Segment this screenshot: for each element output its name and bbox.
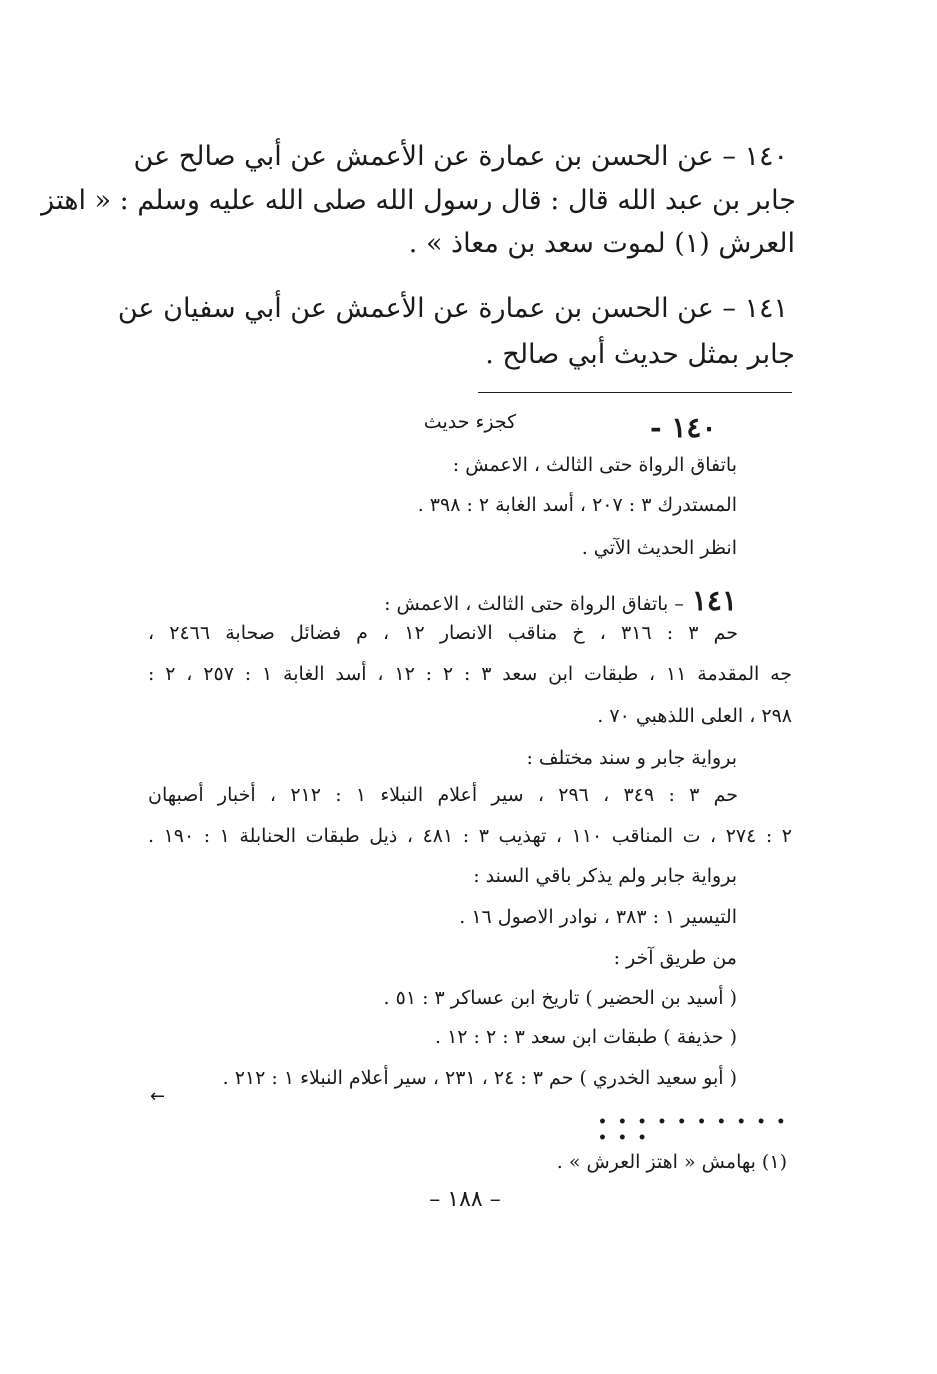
page-number: – ١٨٨ – bbox=[429, 1187, 501, 1212]
note-141-line-7: برواية جابر ولم يذكر باقي السند : bbox=[473, 865, 737, 887]
notes-separator bbox=[478, 392, 792, 393]
note-141-line-12: ( أبو سعيد الخدري ) حم ٣ : ٢٤ ، ٢٣١ ، سير أعلام النبلاء ١ : ٢١٢ . bbox=[222, 1067, 737, 1089]
note-140-line-1: باتفاق الرواة حتى الثالث ، الاعمش : bbox=[452, 454, 737, 476]
note-141-first-line: ١٤١– باتفاق الرواة حتى الثالث ، الاعمش : bbox=[384, 584, 737, 617]
note-141-number: ١٤١ bbox=[691, 584, 737, 617]
note-141-line-6: ٢ : ٢٧٤ ، ت المناقب ١١٠ ، تهذيب ٣ : ٤٨١ ، ذيل طبقات الحنابلة ١ : ١٩٠ . bbox=[148, 825, 793, 847]
note-141-line-1: حم ٣ : ٣١٦ ، خ مناقب الانصار ١٢ ، م فضائل صحابة ٢٤٦٦ ، bbox=[148, 622, 739, 644]
hadith-140-line-1: ١٤٠ – عن الحسن بن عمارة عن الأعمش عن أبي صالح عن bbox=[133, 141, 788, 172]
note-140-number: - ١٤٠ bbox=[650, 411, 717, 444]
continuation-arrow-icon: ← bbox=[150, 1086, 166, 1107]
note-140-line-3: انظر الحديث الآتي . bbox=[581, 537, 737, 559]
note-141-line-9: من طريق آخر : bbox=[613, 947, 737, 969]
note-140-line-2: المستدرك ٣ : ٢٠٧ ، أسد الغابة ٢ : ٣٩٨ . bbox=[417, 494, 737, 516]
hadith-140-line-3: العرش (١) لموت سعد بن معاذ » . bbox=[408, 228, 795, 259]
note-140-heading: كجزء حديث bbox=[423, 411, 517, 433]
note-141-line-3: ٢٩٨ ، العلى اللذهبي ٧٠ . bbox=[597, 705, 792, 727]
note-141-line-10: ( أسيد بن الحضير ) تاريخ ابن عساكر ٣ : ٥١ . bbox=[383, 987, 737, 1009]
note-141-line-5: حم ٣ : ٣٤٩ ، ٢٩٦ ، سير أعلام النبلاء ١ : ٢١٢ ، أخبار أصبهان bbox=[148, 784, 739, 806]
note-141-line-4: برواية جابر و سند مختلف : bbox=[526, 747, 737, 769]
hadith-141-line-2: جابر بمثل حديث أبي صالح . bbox=[485, 339, 795, 370]
note-141-line-11: ( حذيفة ) طبقات ابن سعد ٣ : ٢ : ١٢ . bbox=[434, 1026, 737, 1048]
note-141-line-8: التيسير ١ : ٣٨٣ ، نوادر الاصول ١٦ . bbox=[459, 906, 737, 928]
dotted-separator: • • • • • • • • • • • • • bbox=[598, 1114, 789, 1146]
footnote: (١) بهامش « اهتز العرش » . bbox=[556, 1151, 787, 1173]
note-141-line-2: جه المقدمة ١١ ، طبقات ابن سعد ٣ : ٢ : ١٢ ، أسد الغابة ١ : ٢٥٧ ، ٢ : bbox=[148, 663, 793, 685]
hadith-140-line-2: جابر بن عبد الله قال : قال رسول الله صلى الله عليه وسلم : « اهتز bbox=[41, 185, 796, 216]
hadith-141-line-1: ١٤١ – عن الحسن بن عمارة عن الأعمش عن أبي سفيان عن bbox=[117, 293, 788, 324]
